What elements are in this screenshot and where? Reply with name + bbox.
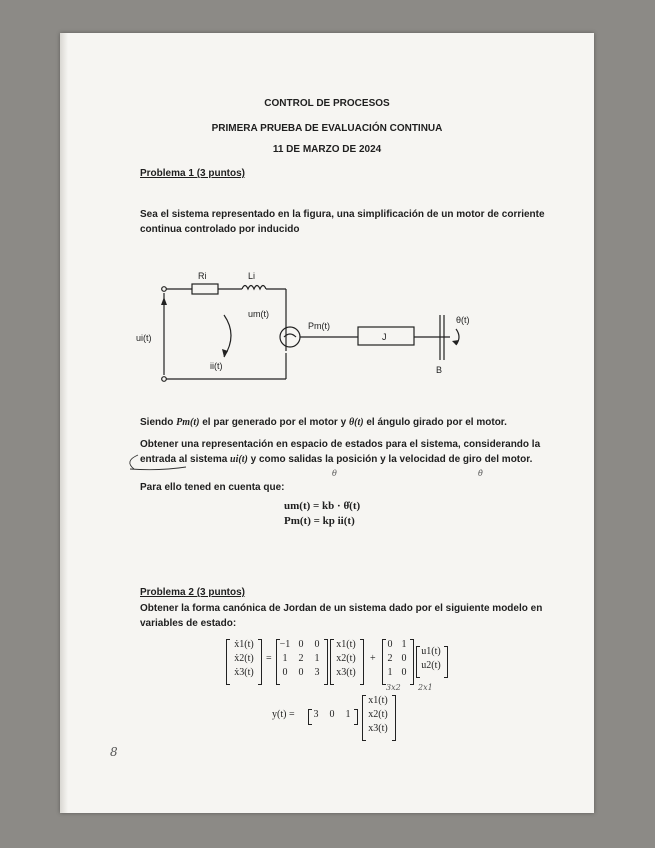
problem1-siendo: Siendo Pm(t) el par generado por el motor y θ(t) el ángulo girado por el motor. <box>140 417 507 428</box>
xdot-3: ẋ3(t) <box>234 667 254 678</box>
hand-theta: θ <box>332 469 337 478</box>
terminal-bottom <box>162 377 167 382</box>
hand-dim-2x1: 2x1 <box>418 683 433 692</box>
xdot-1: ẋ1(t) <box>234 639 254 650</box>
hand-dim-3x2: 3x2 <box>386 683 401 692</box>
label-ii: ii(t) <box>210 361 223 371</box>
y-lhs: y(t) = <box>272 709 295 720</box>
hand-theta-dot: θ̇ <box>478 469 483 478</box>
equation-pm: Pm(t) = kp ii(t) <box>284 515 355 527</box>
problem1-title: Problema 1 (3 puntos) <box>140 168 246 179</box>
terminal-top <box>162 287 167 292</box>
problem2-title: Problema 2 (3 puntos) <box>140 587 246 598</box>
xdot-2: ẋ2(t) <box>234 653 254 664</box>
label-b: B <box>436 365 443 375</box>
exam-date: 11 DE MARZO DE 2024 <box>272 144 382 155</box>
course-title: CONTROL DE PROCESOS <box>264 98 390 109</box>
label-um: um(t) <box>248 309 269 319</box>
equals-sign: = <box>266 653 272 664</box>
label-theta: θ(t) <box>456 315 470 325</box>
label-j: J <box>382 332 387 342</box>
label-ri: Ri <box>198 271 207 281</box>
problem2-text-line1: Obtener la forma canónica de Jordan de un sistema dado por el siguiente modelo en <box>140 603 543 614</box>
plus-sign: + <box>370 653 376 664</box>
inductor-li <box>242 286 266 290</box>
exam-title: PRIMERA PRUEBA DE EVALUACIÓN CONTINUA <box>211 123 443 134</box>
problem1-note: Para ello tened en cuenta que: <box>140 482 285 493</box>
motor-circuit-diagram <box>136 265 520 380</box>
label-li: Li <box>248 271 256 281</box>
label-ui: ui(t) <box>136 333 152 343</box>
equation-um: um(t) = kb · θ̇(t) <box>284 500 361 512</box>
problem1-intro-line1: Sea el sistema representado en la figura, una simplificación de un motor de corriente <box>140 209 545 220</box>
problem2-text-line2: variables de estado: <box>140 618 237 629</box>
problem1-task-line1: Obtener una representación en espacio de estados para el sistema, considerando la <box>140 439 541 450</box>
state-equation: ẋ1(t) ẋ2(t) ẋ3(t) = −1 0 0 1 2 1 0 0 3 x1(t) x2(t) x3(t) + 0 1 2 0 1 0 u1(t) u2(t) <box>226 639 446 687</box>
exam-sheet <box>60 33 594 813</box>
output-equation: y(t) = 3 0 1 x1(t) x2(t) x3(t) <box>272 695 432 743</box>
motor-symbol <box>280 327 300 347</box>
resistor-ri <box>192 284 218 294</box>
problem1-task-line2: entrada al sistema ui(t) y como salidas la posición y la velocidad de giro del motor. <box>140 454 533 465</box>
hand-margin-mark: 8 <box>110 745 118 759</box>
hand-underline <box>126 451 186 473</box>
label-pm: Pm(t) <box>308 321 330 331</box>
problem1-intro-line2: continua controlado por inducido <box>140 224 300 235</box>
